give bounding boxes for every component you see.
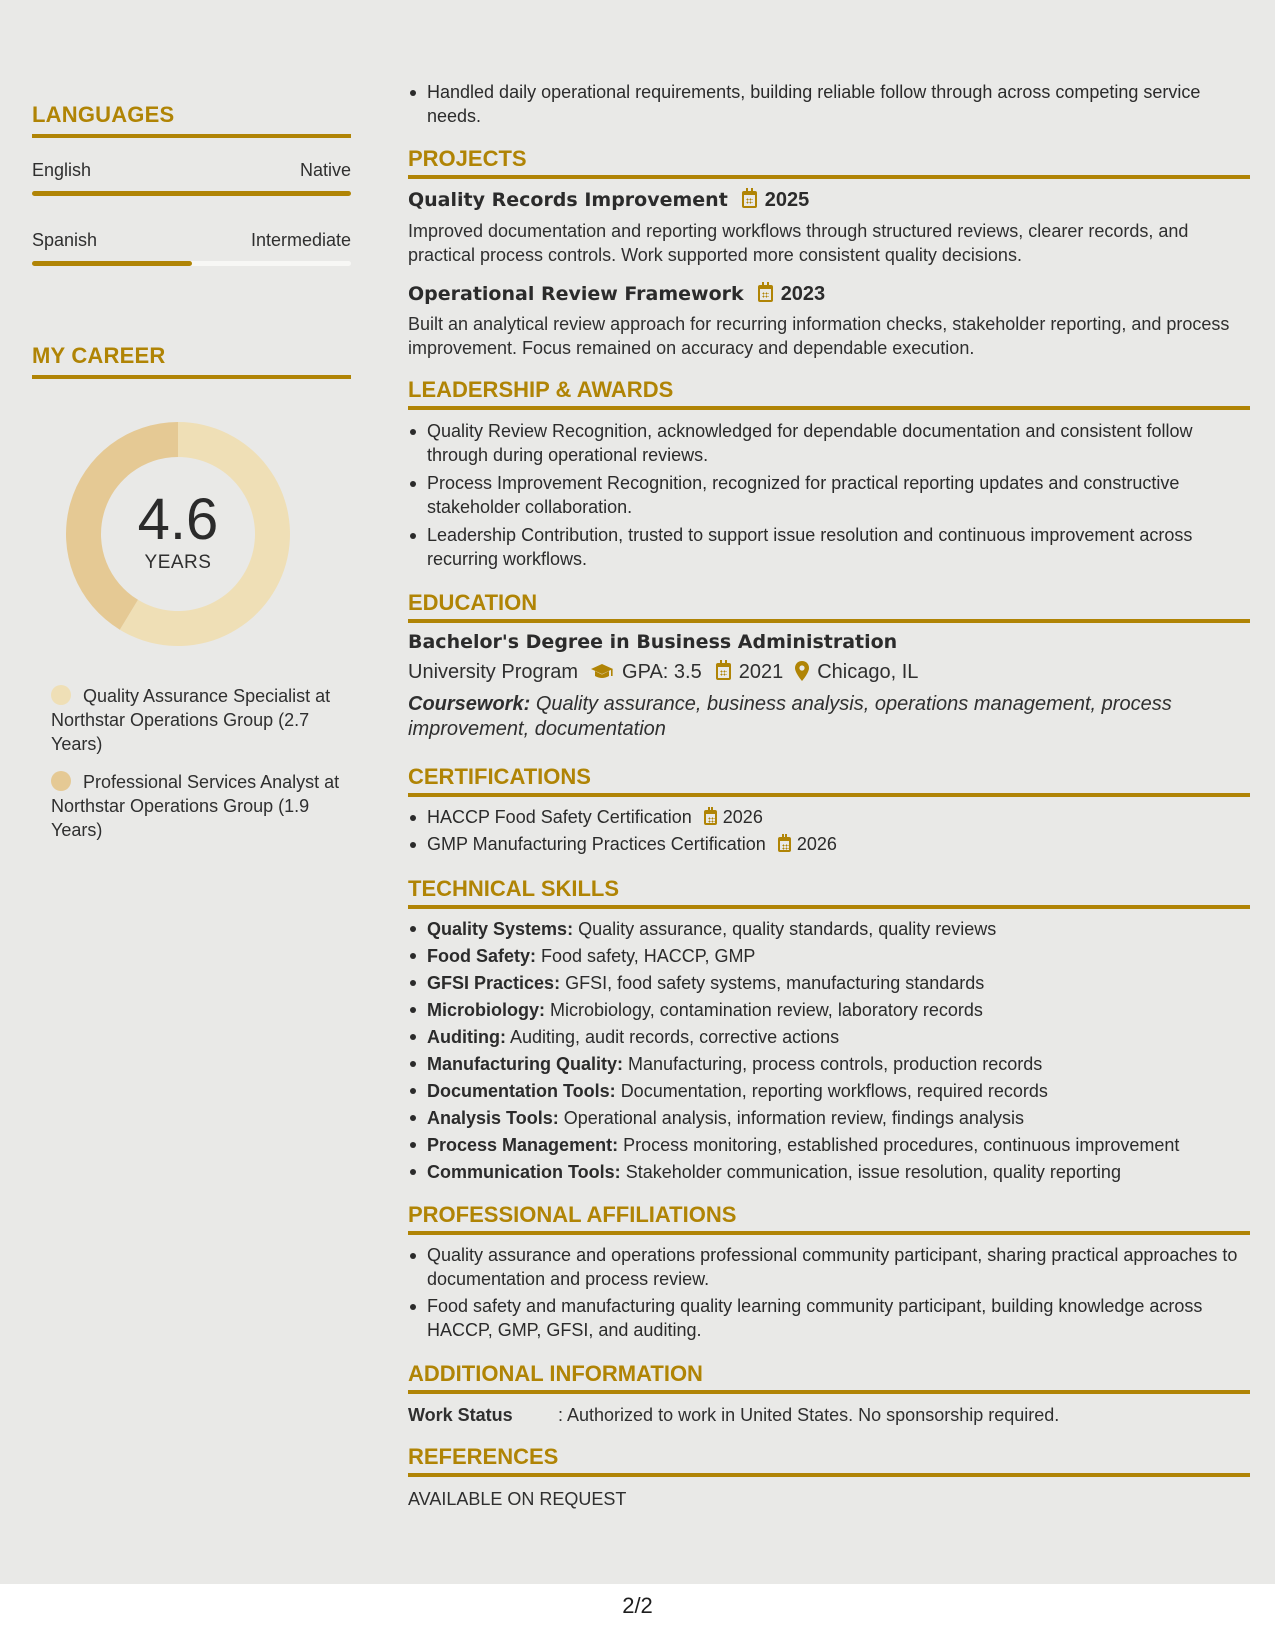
career-donut-chart — [66, 422, 290, 646]
project-year: 2023 — [780, 283, 826, 305]
location: Chicago, IL — [817, 661, 919, 683]
career-legend-item — [51, 684, 341, 756]
certification-year: 2026 — [796, 834, 837, 854]
coursework-text: Quality assurance, business analysis, operations management, process improvement, documentation — [408, 693, 1172, 740]
graduation-cap-icon — [590, 663, 614, 687]
skill-label: Auditing: — [427, 1027, 506, 1047]
skill-item — [408, 1105, 1250, 1132]
language-level: Native — [299, 160, 351, 180]
skill-item — [408, 1159, 1250, 1186]
affiliations-heading: PROFESSIONAL AFFILIATIONS — [408, 1202, 1250, 1235]
certification-name: HACCP Food Safety Certification — [427, 807, 692, 827]
career-total-unit: YEARS — [144, 552, 212, 573]
skill-value: GFSI, food safety systems, manufacturing standards — [565, 973, 985, 993]
gpa: GPA: 3.5 — [622, 661, 702, 683]
skill-value: Microbiology, contamination review, laboratory records — [550, 1000, 983, 1020]
career-legend-item — [51, 770, 341, 842]
skills-heading: TECHNICAL SKILLS — [408, 876, 1250, 909]
leadership-list — [408, 419, 1250, 571]
language-bar-fill — [32, 191, 351, 196]
career-heading: MY CAREER — [32, 343, 351, 379]
project-title-row — [408, 189, 1250, 212]
project-description: Improved documentation and reporting workflows through structured reviews, clearer records, and practical process controls. Work supported more consistent quality decisions. — [408, 221, 1189, 265]
list-item: Leadership Contribution, trusted to support issue resolution and continuous improvement across recurring workflows. — [408, 523, 1250, 571]
language-row-spanish — [32, 230, 351, 251]
list-item: Process Improvement Recognition, recognized for practical reporting updates and constructive stakeholder collaboration. — [408, 471, 1250, 519]
graduation-year: 2021 — [738, 661, 784, 683]
skill-label: GFSI Practices: — [427, 973, 561, 993]
leadership-heading: LEADERSHIP & AWARDS — [408, 377, 1250, 410]
language-level: Intermediate — [250, 230, 351, 250]
skill-value: Operational analysis, information review, findings analysis — [563, 1108, 1024, 1128]
languages-heading: LANGUAGES — [32, 102, 351, 138]
work-status-value: : Authorized to work in United States. No sponsorship required. — [558, 1405, 1060, 1425]
language-bar-spanish — [32, 261, 351, 266]
skill-value: Auditing, audit records, corrective actions — [510, 1027, 840, 1047]
skill-item — [408, 916, 1250, 943]
career-role-text: Quality Assurance Specialist at Northstar Operations Group (2.7 Years) — [51, 686, 331, 754]
certification-item — [408, 832, 1250, 856]
page-number: 2/2 — [0, 1584, 1275, 1650]
skills-list — [408, 916, 1250, 1186]
skill-value: Food safety, HACCP, GMP — [541, 946, 756, 966]
experience-bullets — [408, 80, 1250, 128]
legend-dot-icon — [51, 771, 71, 791]
school-name: University Program — [408, 661, 579, 683]
calendar-icon — [704, 810, 717, 825]
language-row-english — [32, 160, 351, 181]
skill-value: Process monitoring, established procedures, continuous improvement — [623, 1135, 1180, 1155]
affiliations-list — [408, 1243, 1250, 1342]
language-name: English — [32, 160, 92, 180]
skill-item — [408, 1132, 1250, 1159]
skill-item — [408, 997, 1250, 1024]
project-title: Quality Records Improvement — [408, 189, 728, 211]
skill-item — [408, 1051, 1250, 1078]
legend-dot-icon — [51, 685, 71, 705]
skill-value: Stakeholder communication, issue resolution, quality reporting — [625, 1162, 1121, 1182]
skill-label: Process Management: — [427, 1135, 619, 1155]
references-text: AVAILABLE ON REQUEST — [408, 1489, 627, 1509]
language-name: Spanish — [32, 230, 98, 250]
certification-name: GMP Manufacturing Practices Certification — [427, 834, 766, 854]
skill-item — [408, 1024, 1250, 1051]
project-title-row — [408, 283, 1250, 306]
skill-label: Communication Tools: — [427, 1162, 621, 1182]
certifications-heading: CERTIFICATIONS — [408, 764, 1250, 797]
career-role-text: Professional Services Analyst at Northstar Operations Group (1.9 Years) — [51, 772, 340, 840]
career-total-years: 4.6 — [137, 487, 219, 552]
skill-label: Analysis Tools: — [427, 1108, 559, 1128]
project-title: Operational Review Framework — [408, 283, 744, 305]
skill-item — [408, 943, 1250, 970]
skill-label: Quality Systems: — [427, 919, 574, 939]
coursework — [408, 692, 1250, 742]
work-status-row — [408, 1403, 1250, 1427]
list-item: Food safety and manufacturing quality learning community participant, building knowledge across HACCP, GMP, GFSI, and auditing. — [408, 1294, 1250, 1342]
skill-label: Documentation Tools: — [427, 1081, 616, 1101]
skill-value: Manufacturing, process controls, production records — [628, 1054, 1043, 1074]
education-details — [408, 661, 1250, 687]
references-heading: REFERENCES — [408, 1444, 1250, 1477]
list-item: Handled daily operational requirements, building reliable follow through across competing service needs. — [408, 80, 1250, 128]
certifications-list — [408, 805, 1250, 856]
language-bar-fill — [32, 261, 192, 266]
donut-center — [66, 422, 290, 646]
location-pin-icon — [795, 661, 809, 687]
certification-year: 2026 — [722, 807, 763, 827]
list-item: Quality Review Recognition, acknowledged for dependable documentation and consistent follow through during operational reviews. — [408, 419, 1250, 467]
skill-item — [408, 1078, 1250, 1105]
calendar-icon — [742, 191, 757, 208]
skill-label: Food Safety: — [427, 946, 537, 966]
certification-item — [408, 805, 1250, 829]
calendar-icon — [778, 837, 791, 852]
project-year: 2025 — [764, 189, 810, 211]
projects-heading: PROJECTS — [408, 146, 1250, 179]
list-item: Quality assurance and operations professional community participant, sharing practical approaches to documentation and process review. — [408, 1243, 1250, 1291]
language-bar-english — [32, 191, 351, 196]
degree-title: Bachelor's Degree in Business Administration — [408, 631, 898, 653]
calendar-icon — [758, 285, 773, 302]
project-description: Built an analytical review approach for recurring information checks, stakeholder reporting, and process improvement. Focus remained on accuracy and dependable execution. — [408, 314, 1230, 358]
skill-value: Documentation, reporting workflows, required records — [620, 1081, 1048, 1101]
education-heading: EDUCATION — [408, 590, 1250, 623]
skill-label: Manufacturing Quality: — [427, 1054, 624, 1074]
additional-info-heading: ADDITIONAL INFORMATION — [408, 1361, 1250, 1394]
skill-label: Microbiology: — [427, 1000, 545, 1020]
skill-item — [408, 970, 1250, 997]
calendar-icon — [716, 663, 731, 680]
work-status-label: Work Status — [408, 1405, 513, 1425]
skill-value: Quality assurance, quality standards, quality reviews — [578, 919, 997, 939]
coursework-label: Coursework: — [408, 693, 531, 715]
